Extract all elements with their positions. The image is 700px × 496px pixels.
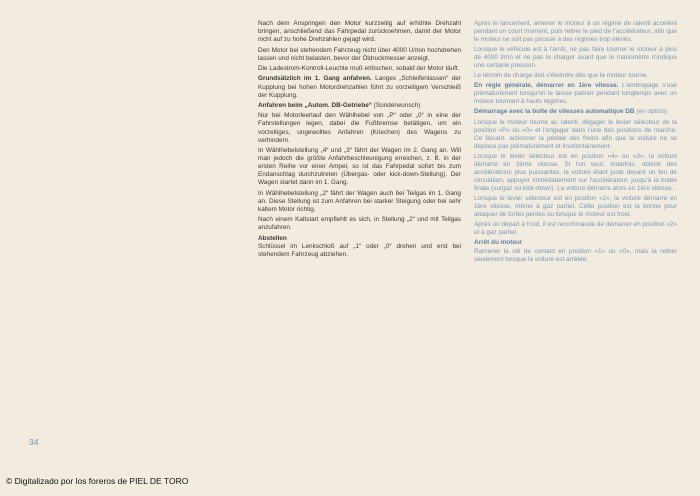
fr-paragraph-first-gear [474, 82, 677, 106]
de-paragraph-first-gear [258, 75, 461, 99]
de-paragraph-position-2: In Wählhebelstellung „2“ fährt der Wagen auch bei Teilgas im 1. Gang an. Diese Stellung ist zum Anfahren bei starker Steigung oder bei sehr kaltem Motor richtig. [258, 189, 461, 213]
de-paragraph-charge-lamp: Die Ladestrom-Kontroll-Leuchte muß erlöschen, sobald der Motor läuft. [258, 65, 460, 73]
fr-paragraph-charge-lamp: Le témoin de charge doit s'éteindre dès que le moteur tourne. [474, 72, 649, 80]
de-text-automatic: (Sonderwunsch) [371, 101, 421, 109]
german-column [258, 20, 461, 262]
fr-paragraph-position-4-3: Lorsque le levier sélecteur est en position «4» ou «3», la voiture démarre en 2ème vitesse. Si l'on veut, toutefois, obtenir des accélérations plus puissantes, la voiture étant juste devant un feu de circulation, appuyer immédiatement sur l'accélérateur, jusqu'à la butée finale (surgaz ou kick-down). La voiture démarre alors en 1ère vitesse. [474, 152, 677, 192]
de-paragraph-selector: Nur bei Motorleerlauf den Wählhebel von „P“ oder „0“ in eine der Fahrstellungen legen, dabei die Fußbremse betätigen, um ein vorzeitiges, ungewolltes Anfahren (Kriechen) des Wagens zu verhindern. [258, 112, 461, 144]
fr-heading-arret: Arrêt du moteur [474, 239, 523, 247]
de-heading-abstellen: Abstellen [258, 234, 287, 242]
de-paragraph-position-4-3: In Wählhebelstellung „4“ und „3“ fährt der Wagen im 2. Gang an. Will man jedoch die größte Anfahrbeschleunigung erreichen, z. B. in der ersten Reihe vor einer Ampel, so ist das Fahrpedal sofort bis zum Endanschlag durchzutreten (Übergas- oder kick-down-Stellung). Der Wagen startet dann im 1. Gang. [258, 147, 461, 187]
fr-paragraph-start: Après le lancement, amener le moteur à un régime de ralenti accéléré pendant un court moment, puis retirer le pied de l'accélérateur, afin que le moteur ne soit pas poussé à des régimes trop élevés. [474, 20, 677, 44]
de-paragraph-automatic [258, 102, 461, 110]
fr-paragraph-automatic [474, 108, 677, 116]
de-paragraph-idle: Den Motor bei stehendem Fahrzeug nicht über 4000 U/min hochdrehen lassen und nicht belasten, bevor der Öldruckmesser anzeigt. [258, 46, 461, 62]
de-heading-automatic: Anfahren beim „Autom. DB-Getriebe“ [258, 101, 372, 109]
de-paragraph-abstellen: Schlüssel im Lenkschloß auf „1“ oder „0“ drehen und erst bei stehendem Fahrzeug abziehen. [258, 243, 461, 259]
fr-paragraph-position-2: Lorsque le levier sélecteur est en position «2», la voiture démarre en 1ère vitesse, même à gaz partiel. Cette position est la bonne pour attaquer de fortes pentes ou lorsque le moteur est froid. [474, 194, 677, 219]
fr-paragraph-cold-start: Après un départ à froid, il est recommandé de démarrer en position «2» et à gaz partiel. [474, 221, 677, 237]
fr-text-first-gear: L'embrayage s'use prématurément lorsqu'on le laisse patiner pendant longtemps avec un moteur tournant à hauts régimes. [474, 82, 677, 106]
de-paragraph-start: Nach dem Anspringen den Motor kurzzeitig auf erhöhte Drehzahl bringen, anschließend das Fahrpedal zurücknehmen, damit der Motor nicht auf zu hohe Drehzahlen gejagt wird. [258, 20, 461, 44]
de-text-first-gear: Langes „Schleifenlassen“ der Kupplung bei hohen Motordrehzahlen führt zu vorzeitigem Verschleiß der Kupplung. [258, 75, 461, 99]
fr-paragraph-idle: Lorsque le véhicule est à l'arrêt, ne pas faire tourner le moteur à plus de 4000 t/mn et ne pas le charger avant que le manomètre n'indique une certaine pression. [474, 46, 677, 70]
de-paragraph-cold-start: Nach einem Kaltstart empfiehlt es sich, in Stellung „2“ und mit Teilgas anzufahren. [258, 216, 461, 232]
french-column [474, 20, 677, 266]
fr-heading-automatic: Démarrage avec la boîte de vitesses automatique DB [474, 108, 635, 116]
fr-paragraph-arret: Ramener la clé de contact en position «1» ou «0», mais la retirer seulement lorsque la voiture est arrêtée. [474, 247, 677, 263]
page-number: 34 [29, 437, 39, 447]
scan-credit: © Digitalizado por los foreros de PIEL DE TORO [6, 476, 189, 486]
fr-text-automatic: (en option) [634, 108, 667, 116]
fr-paragraph-selector: Lorsque le moteur tourne au ralenti, dégager le levier sélecteur de la position «P» ou «0» et l'engager dans l'une des positions de marche. Ce faisant, actionner la pédale des freins afin que la voiture ne se déplace pas prématurément et involontairement. [474, 118, 677, 150]
fr-heading-first-gear: En règle générale, démarrer en 1ère vitesse. [474, 82, 619, 90]
de-heading-first-gear: Grundsätzlich im 1. Gang anfahren. [258, 75, 372, 83]
